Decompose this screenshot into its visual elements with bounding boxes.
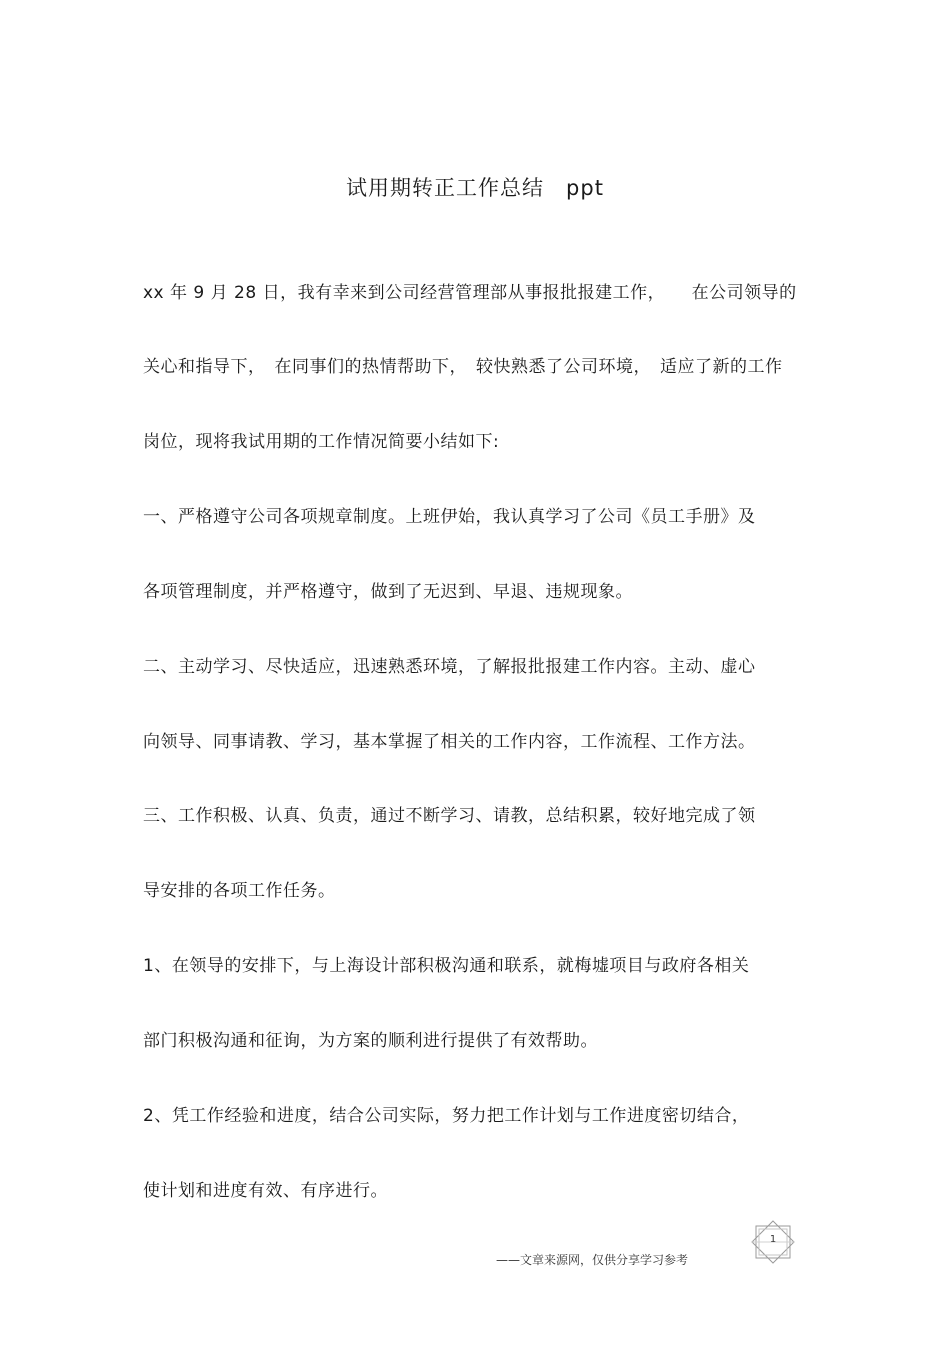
page-number: 1 bbox=[769, 1234, 777, 1245]
paragraph-line: 向领导、同事请教、学习，基本掌握了相关的工作内容，工作流程、工作方法。 bbox=[143, 732, 756, 752]
paragraph-line: 使计划和进度有效、有序进行。 bbox=[143, 1181, 388, 1201]
title-suffix: ppt bbox=[566, 176, 604, 200]
document-title bbox=[0, 172, 950, 202]
paragraph-line: xx 年 9 月 28 日，我有幸来到公司经营管理部从事报批报建工作， 在公司领导的 bbox=[143, 283, 797, 303]
paragraph-line: 部门积极沟通和征询，为方案的顺利进行提供了有效帮助。 bbox=[143, 1031, 598, 1051]
title-text: 试用期转正工作总结 bbox=[346, 176, 545, 200]
paragraph-line: 1、在领导的安排下，与上海设计部积极沟通和联系，就梅墟项目与政府各相关 bbox=[143, 956, 750, 976]
paragraph-line: 关心和指导下， 在同事们的热情帮助下， 较快熟悉了公司环境， 适应了新的工作 bbox=[143, 357, 783, 377]
footer-source-note: ——文章来源网，仅供分享学习参考 bbox=[496, 1253, 689, 1267]
paragraph-line: 二、主动学习、尽快适应，迅速熟悉环境，了解报批报建工作内容。主动、虚心 bbox=[143, 657, 756, 677]
paragraph-line: 2、凭工作经验和进度，结合公司实际，努力把工作计划与工作进度密切结合， bbox=[143, 1106, 750, 1126]
paragraph-line: 岗位，现将我试用期的工作情况简要小结如下: bbox=[143, 432, 500, 452]
paragraph-line: 导安排的各项工作任务。 bbox=[143, 881, 336, 901]
paragraph-line: 各项管理制度，并严格遵守，做到了无迟到、早退、违规现象。 bbox=[143, 582, 633, 602]
page-number-badge bbox=[750, 1220, 796, 1264]
paragraph-line: 一、严格遵守公司各项规章制度。上班伊始，我认真学习了公司《员工手册》及 bbox=[143, 507, 756, 527]
paragraph-line: 三、工作积极、认真、负责，通过不断学习、请教，总结积累，较好地完成了领 bbox=[143, 806, 756, 826]
